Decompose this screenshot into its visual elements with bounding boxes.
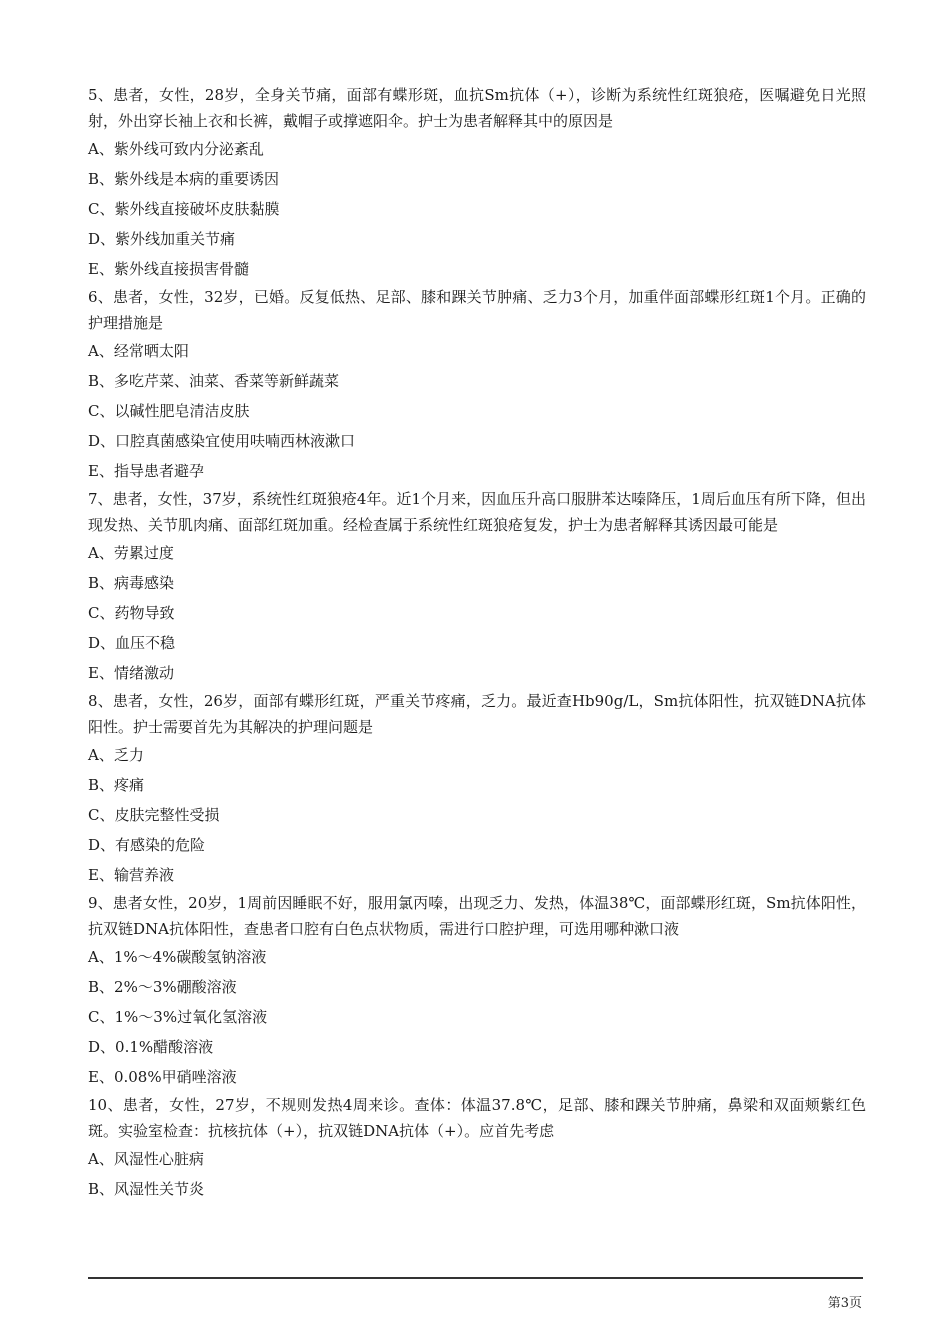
- option-a: A、风湿性心脏病: [88, 1150, 204, 1168]
- question-stem: 7、患者，女性，37岁，系统性红斑狼疮4年。近1个月来，因血压升高口服肼苯达嗪降压，1周后血压有所下降，但出现发热、关节肌肉痛、面部红斑加重。经检查属于系统性红斑狼疮复发，护士为患者解释其诱因最可能是: [88, 490, 866, 534]
- option-c: C、药物导致: [88, 604, 175, 622]
- option-a: A、劳累过度: [88, 544, 174, 562]
- option-e: E、0.08%甲硝唑溶液: [88, 1068, 237, 1086]
- option-b: B、风湿性关节炎: [88, 1180, 205, 1198]
- option-d: D、0.1%醋酸溶液: [88, 1038, 214, 1056]
- question-stem: 5、患者，女性，28岁，全身关节痛，面部有蝶形斑，血抗Sm抗体（+），诊断为系统性红斑狼疮，医嘱避免日光照射，外出穿长袖上衣和长裤，戴帽子或撑遮阳伞。护士为患者解释其中的原因是: [88, 86, 866, 130]
- question-stem: 8、患者，女性，26岁，面部有蝶形红斑，严重关节疼痛，乏力。最近查Hb90g/L，Sm抗体阳性，抗双链DNA抗体阳性。护士需要首先为其解决的护理问题是: [88, 692, 866, 736]
- question-10: [88, 1092, 866, 1204]
- option-a: A、经常晒太阳: [88, 342, 189, 360]
- option-b: B、多吃芹菜、油菜、香菜等新鲜蔬菜: [88, 372, 340, 390]
- option-d: D、有感染的危险: [88, 836, 206, 854]
- question-stem: 9、患者女性，20岁，1周前因睡眠不好，服用氯丙嗪，出现乏力、发热，体温38℃，面部蝶形红斑，Sm抗体阳性，抗双链DNA抗体阳性，查患者口腔有白色点状物质，需进行口腔护理，可选用哪种漱口液: [88, 894, 866, 938]
- option-e: E、输营养液: [88, 866, 174, 884]
- option-e: E、紫外线直接损害骨髓: [88, 260, 249, 278]
- option-c: C、1%～3%过氧化氢溶液: [88, 1008, 268, 1026]
- option-a: A、1%～4%碳酸氢钠溶液: [88, 948, 267, 966]
- option-b: B、紫外线是本病的重要诱因: [88, 170, 280, 188]
- footer-divider: [88, 1277, 863, 1279]
- option-a: A、乏力: [88, 746, 144, 764]
- option-b: B、2%～3%硼酸溶液: [88, 978, 237, 996]
- question-5: [88, 82, 866, 284]
- page-number: 第3页: [827, 1296, 862, 1311]
- option-c: C、紫外线直接破坏皮肤黏膜: [88, 200, 280, 218]
- option-a: A、紫外线可致内分泌紊乱: [88, 140, 264, 158]
- option-c: C、以碱性肥皂清洁皮肤: [88, 402, 250, 420]
- option-b: B、病毒感染: [88, 574, 175, 592]
- question-stem: 10、患者，女性，27岁，不规则发热4周来诊。查体：体温37.8℃，足部、膝和踝关节肿痛，鼻梁和双面颊紫红色斑。实验室检查：抗核抗体（+），抗双链DNA抗体（+）。应首先考虑: [88, 1096, 866, 1140]
- option-d: D、口腔真菌感染宜使用呋喃西林液漱口: [88, 432, 356, 450]
- question-stem: 6、患者，女性，32岁，已婚。反复低热、足部、膝和踝关节肿痛、乏力3个月，加重伴面部蝶形红斑1个月。正确的护理措施是: [88, 288, 866, 332]
- option-b: B、疼痛: [88, 776, 145, 794]
- question-7: [88, 486, 866, 688]
- option-d: D、血压不稳: [88, 634, 176, 652]
- question-8: [88, 688, 866, 890]
- option-c: C、皮肤完整性受损: [88, 806, 220, 824]
- question-9: [88, 890, 866, 1092]
- option-e: E、情绪激动: [88, 664, 174, 682]
- document-body: [88, 82, 866, 1204]
- option-d: D、紫外线加重关节痛: [88, 230, 236, 248]
- option-e: E、指导患者避孕: [88, 462, 204, 480]
- question-6: [88, 284, 866, 486]
